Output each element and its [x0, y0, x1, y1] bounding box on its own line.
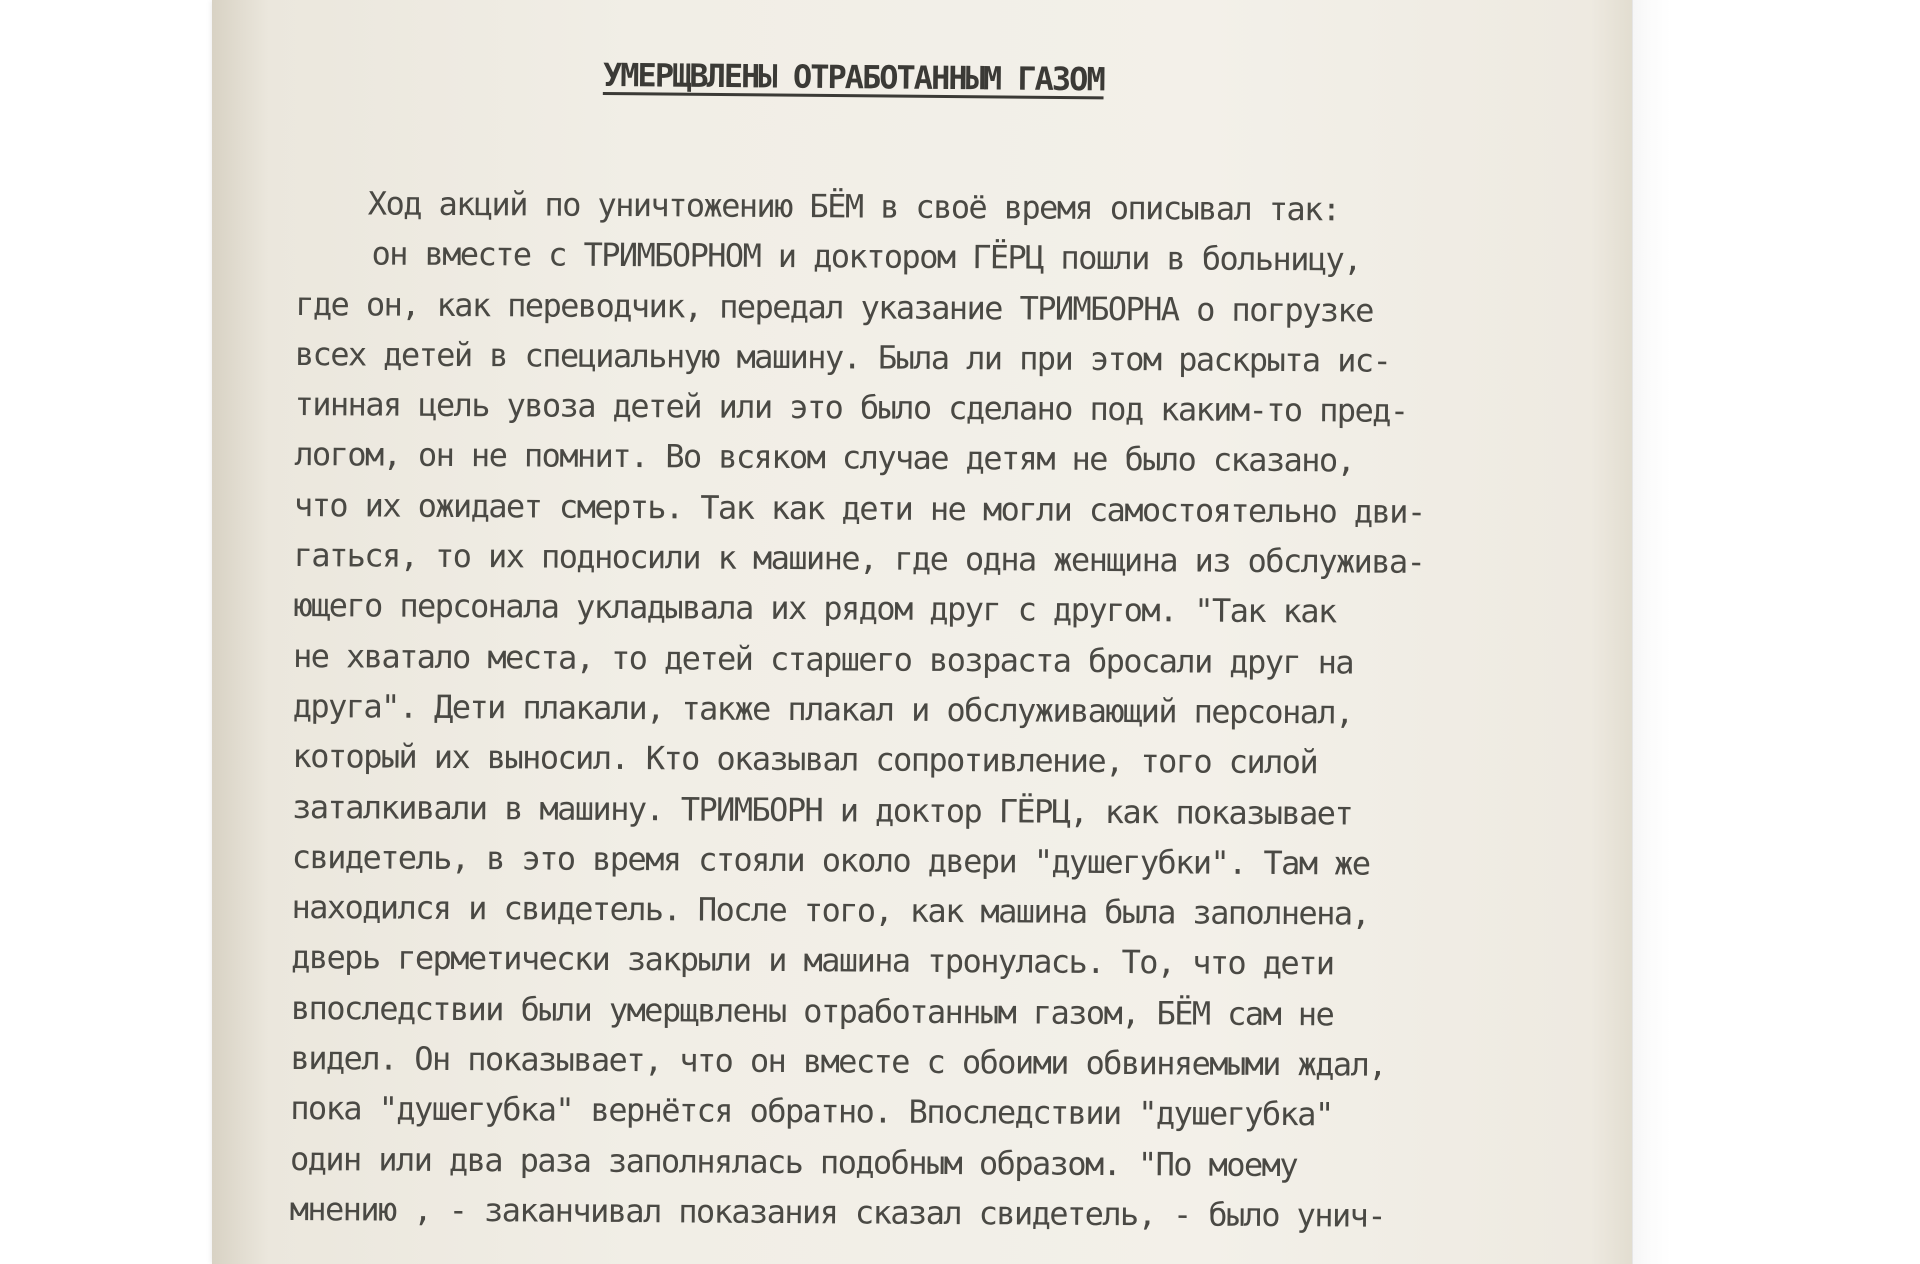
text-line: ющего персонала укладывала их рядом друг с другом. "Так как — [293, 586, 1336, 631]
text-line: пока "душегубка" вернётся обратно. Впоследствии "душегубка" — [290, 1089, 1333, 1134]
text-line: логом, он не помнит. Во всяком случае детям не было сказано, — [294, 435, 1355, 480]
text-line: где он, как переводчик, передал указание ТРИМБОРНА о погрузке — [295, 284, 1373, 330]
text-line: находился и свидетель. После того, как машина была заполнена, — [291, 888, 1370, 933]
text-line: тинная цель увоза детей или это было сделано под каким-то пред- — [294, 385, 1408, 430]
text-line: всех детей в специальную машину. Была ли при этом раскрыта ис- — [294, 334, 1391, 380]
text-line: он вместе с ТРИМБОРНОМ и доктором ГЁРЦ пошли в больницу, — [371, 234, 1361, 279]
text-line: Ход акций по уничтожению БЁМ в своё время описывал так: — [367, 184, 1340, 229]
binder-edge — [1632, 0, 1671, 1264]
text-line: друга". Дети плакали, также плакал и обслуживающий персонал, — [292, 686, 1353, 732]
document-title: УМЕРЩВЛЕНЫ ОТРАБОТАННЫМ ГАЗОМ — [602, 56, 1104, 99]
text-line: гаться, то их подносили к машине, где одна женщина из обслужива- — [293, 536, 1425, 581]
text-line: заталкивали в машину. ТРИМБОРН и доктор ГЁРЦ, как показывает — [292, 787, 1353, 833]
text-line: один или два раза заполнялась подобным образом. "По моему — [289, 1139, 1298, 1184]
text-line: который их выносил. Кто оказывал сопротивление, того силой — [292, 737, 1318, 782]
text-line: мнению , - заканчивал показания сказал свидетель, - было унич- — [289, 1189, 1386, 1235]
text-line: что их ожидает смерть. Так как дети не могли самостоятельно дви- — [293, 485, 1425, 531]
text-line: дверь герметически закрыли и машина тронулась. То, что дети — [291, 938, 1334, 983]
text-line: не хватало места, то детей старшего возраста бросали друг на — [292, 636, 1354, 682]
text-line: свидетель, в это время стояли около двери "душегубки". Там же — [291, 837, 1370, 883]
text-line: впоследствии были умерщвлены отработанным газом, БЁМ сам не — [290, 988, 1334, 1034]
text-line: видел. Он показывает, что он вместе с обоими обвиняемыми ждал, — [290, 1039, 1387, 1084]
document-body — [290, 178, 1616, 1242]
